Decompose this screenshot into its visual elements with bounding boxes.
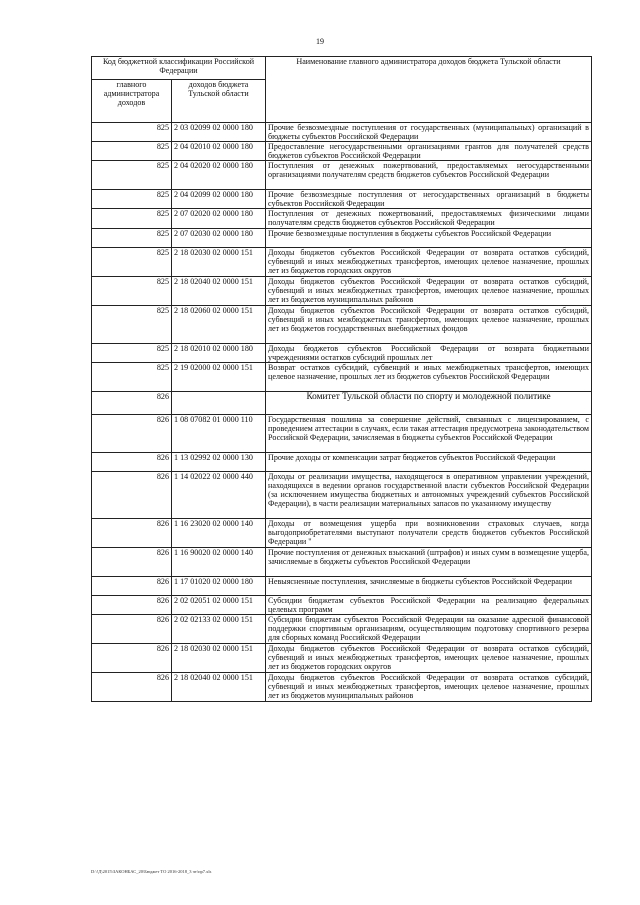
revenue-code: 1 13 02992 02 0000 130 xyxy=(172,452,266,471)
admin-code: 825 xyxy=(92,228,172,247)
revenue-name: Прочие безвозмездные поступления от негосударственных организаций в бюджеты субъектов Российской Федерации xyxy=(266,190,592,209)
revenue-code: 2 18 02030 02 0000 151 xyxy=(172,643,266,672)
revenue-name: Доходы бюджетов субъектов Российской Федерации от возврата остатков субсидий, субвенций и иных межбюджетных трансфертов, имеющих целевое назначение, прошлых лет из бюджетов государственных внебюджетных фондов xyxy=(266,305,592,343)
revenue-code: 1 16 23020 02 0000 140 xyxy=(172,518,266,547)
table-header-row xyxy=(92,57,592,80)
revenue-code: 2 04 02020 02 0000 180 xyxy=(172,161,266,190)
revenue-code: 2 04 02010 02 0000 180 xyxy=(172,142,266,161)
table-row xyxy=(92,643,592,672)
admin-code: 825 xyxy=(92,247,172,276)
admin-code: 826 xyxy=(92,672,172,701)
admin-code: 825 xyxy=(92,362,172,391)
revenue-code: 2 02 02133 02 0000 151 xyxy=(172,614,266,643)
table-row xyxy=(92,142,592,161)
revenue-code: 2 07 02030 02 0000 180 xyxy=(172,228,266,247)
admin-code: 826 xyxy=(92,547,172,576)
table-row xyxy=(92,305,592,343)
revenue-code: 1 08 07082 01 0000 110 xyxy=(172,414,266,452)
revenue-name: Государственная пошлина за совершение действий, связанных с лицензированием, с проведением аттестации в случаях, если такая аттестация предусмотрена законодательством Российской Федерации, зачисляемая в бюджеты субъектов Российской Федерации xyxy=(266,414,592,452)
revenue-code: 1 17 01020 02 0000 180 xyxy=(172,576,266,595)
revenue-code: 2 03 02099 02 0000 180 xyxy=(172,123,266,142)
section-empty-cell xyxy=(172,391,266,414)
table-row xyxy=(92,576,592,595)
revenue-name: Доходы от реализации имущества, находящегося в оперативном управлении учреждений, находящихся в ведении органов государственной власти субъектов Российской Федерации (за исключением имущества бюджетных и автономных учреждений субъектов Российской Федерации), в части реализации материальных запасов по указанному имуществу xyxy=(266,471,592,518)
admin-code: 826 xyxy=(92,576,172,595)
table-row xyxy=(92,452,592,471)
table-row xyxy=(92,123,592,142)
revenue-name: Прочие поступления от денежных взысканий (штрафов) и иных сумм в возмещение ущерба, зачисляемые в бюджеты субъектов Российской Федерации xyxy=(266,547,592,576)
section-title: Комитет Тульской области по спорту и молодежной политике xyxy=(266,391,592,414)
revenue-admin-table xyxy=(91,56,592,702)
table-row xyxy=(92,161,592,190)
table-row xyxy=(92,471,592,518)
revenue-code: 2 02 02051 02 0000 151 xyxy=(172,595,266,614)
admin-column-header: главного администратора доходов xyxy=(92,80,172,123)
table-row xyxy=(92,518,592,547)
admin-code: 826 xyxy=(92,414,172,452)
table-row xyxy=(92,414,592,452)
table-row xyxy=(92,672,592,701)
admin-code: 825 xyxy=(92,190,172,209)
admin-code: 825 xyxy=(92,305,172,343)
revenue-name: Доходы бюджетов субъектов Российской Федерации от возврата остатков субсидий, субвенций и иных межбюджетных трансфертов, имеющих целевое назначение, прошлых лет из бюджетов городских округов xyxy=(266,247,592,276)
revenue-code: 2 19 02000 02 0000 151 xyxy=(172,362,266,391)
revenue-name: Прочие безвозмездные поступления от государственных (муниципальных) организаций в бюджеты субъектов Российской Федерации xyxy=(266,123,592,142)
revenue-name: Прочие безвозмездные поступления в бюджеты субъектов Российской Федерации xyxy=(266,228,592,247)
table-row xyxy=(92,228,592,247)
name-column-header: Наименование главного администратора доходов бюджета Тульской области xyxy=(266,57,592,123)
admin-code: 826 xyxy=(92,452,172,471)
table-row xyxy=(92,362,592,391)
revenue-name: Субсидии бюджетам субъектов Российской Федерации на реализацию федеральных целевых программ xyxy=(266,595,592,614)
table-row xyxy=(92,343,592,362)
admin-code: 826 xyxy=(92,518,172,547)
admin-code: 826 xyxy=(92,643,172,672)
file-path-footer: D:\!Д\2015\ЗАКОНБАС_20\Бюджет ТО 2016-2018_3 чт\пр7.xls xyxy=(91,869,212,874)
admin-code: 826 xyxy=(92,614,172,643)
revenue-column-header: доходов бюджета Тульской области xyxy=(172,80,266,123)
revenue-name: Доходы от возмещения ущерба при возникновении страховых случаев, когда выгодоприобретателями выступают получатели средств бюджетов субъектов Российской Федерации " xyxy=(266,518,592,547)
revenue-name: Доходы бюджетов субъектов Российской Федерации от возврата остатков субсидий, субвенций и иных межбюджетных трансфертов, имеющих целевое назначение, прошлых лет из бюджетов муниципальных районов xyxy=(266,672,592,701)
revenue-name: Доходы бюджетов субъектов Российской Федерации от возврата остатков субсидий, субвенций и иных межбюджетных трансфертов, имеющих целевое назначение, прошлых лет из бюджетов муниципальных районов xyxy=(266,276,592,305)
revenue-name: Доходы бюджетов субъектов Российской Федерации от возврата остатков субсидий, субвенций и иных межбюджетных трансфертов, имеющих целевое назначение, прошлых лет из бюджетов городских округов xyxy=(266,643,592,672)
table-row xyxy=(92,595,592,614)
revenue-code: 2 18 02040 02 0000 151 xyxy=(172,672,266,701)
table-row xyxy=(92,209,592,228)
revenue-name: Поступления от денежных пожертвований, предоставляемых негосударственными организациями получателям средств бюджетов субъектов Российской Федерации xyxy=(266,161,592,190)
revenue-name: Доходы бюджетов субъектов Российской Федерации от возврата бюджетными учреждениями остатков субсидий прошлых лет xyxy=(266,343,592,362)
revenue-code: 2 18 02040 02 0000 151 xyxy=(172,276,266,305)
admin-code: 826 xyxy=(92,595,172,614)
revenue-name: Прочие доходы от компенсации затрат бюджетов субъектов Российской Федерации xyxy=(266,452,592,471)
revenue-code: 2 04 02099 02 0000 180 xyxy=(172,190,266,209)
table-row xyxy=(92,614,592,643)
table-row xyxy=(92,547,592,576)
admin-code: 825 xyxy=(92,276,172,305)
revenue-code: 2 07 02020 02 0000 180 xyxy=(172,209,266,228)
revenue-code: 1 16 90020 02 0000 140 xyxy=(172,547,266,576)
revenue-name: Возврат остатков субсидий, субвенций и иных межбюджетных трансфертов, имеющих целевое назначение, прошлых лет из бюджетов субъектов Российской Федерации xyxy=(266,362,592,391)
revenue-code: 2 18 02060 02 0000 151 xyxy=(172,305,266,343)
admin-code: 825 xyxy=(92,209,172,228)
section-row xyxy=(92,391,592,414)
code-group-header: Код бюджетной классификации Российской Федерации xyxy=(92,57,266,80)
revenue-name: Невыясненные поступления, зачисляемые в бюджеты субъектов Российской Федерации xyxy=(266,576,592,595)
revenue-name: Предоставление негосударственными организациями грантов для получателей средств бюджетов субъектов Российской Федерации xyxy=(266,142,592,161)
table-row xyxy=(92,247,592,276)
admin-code: 825 xyxy=(92,343,172,362)
admin-code: 825 xyxy=(92,142,172,161)
page-number: 19 xyxy=(316,37,324,46)
revenue-code: 1 14 02022 02 0000 440 xyxy=(172,471,266,518)
revenue-code: 2 18 02030 02 0000 151 xyxy=(172,247,266,276)
admin-code: 825 xyxy=(92,123,172,142)
admin-code: 826 xyxy=(92,471,172,518)
table-row xyxy=(92,190,592,209)
revenue-name: Субсидии бюджетам субъектов Российской Федерации на оказание адресной финансовой поддержки спортивным организациям, осуществляющим подготовку спортивного резерва для сборных команд Российской Федерации xyxy=(266,614,592,643)
admin-code: 825 xyxy=(92,161,172,190)
section-admin-code: 826 xyxy=(92,391,172,414)
revenue-name: Поступления от денежных пожертвований, предоставляемых физическими лицами получателям средств бюджетов субъектов Российской Федерации xyxy=(266,209,592,228)
revenue-code: 2 18 02010 02 0000 180 xyxy=(172,343,266,362)
table-row xyxy=(92,276,592,305)
